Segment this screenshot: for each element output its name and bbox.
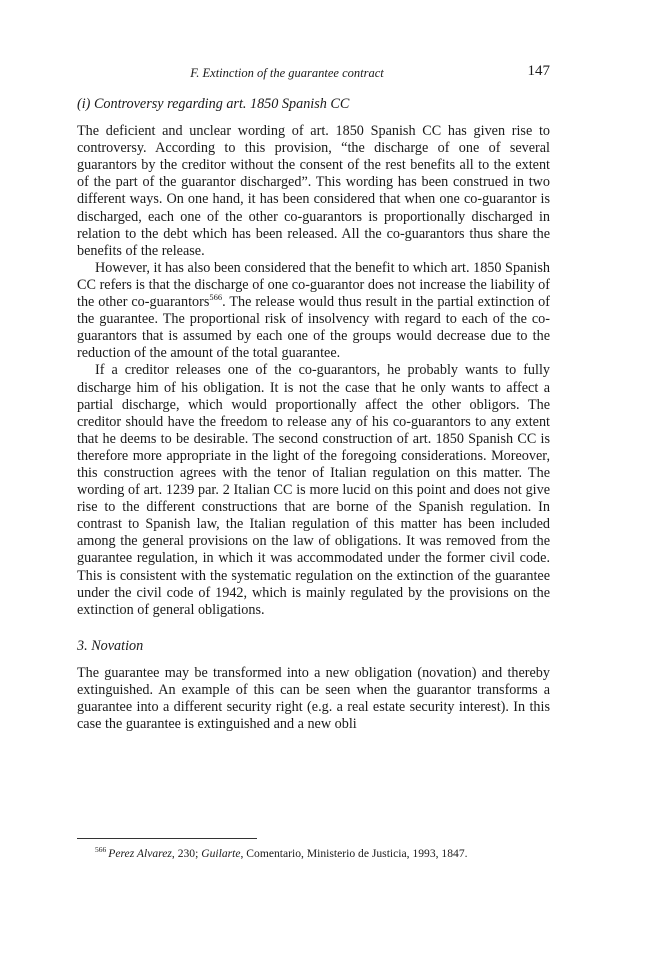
footnote-divider xyxy=(77,838,257,839)
body-text xyxy=(77,96,550,733)
footnote xyxy=(95,847,550,861)
subsection-heading: (i) Controversy regarding art. 1850 Spanish CC xyxy=(77,96,350,112)
running-head-title: F. Extinction of the guarantee contract xyxy=(190,66,384,80)
paragraph-2-text-a: However, it has also been considered that the benefit to which art. 1850 Spanish CC refers is that the discharge of one co-guarantor does not increase the liability of the other co-guarantors xyxy=(77,259,550,311)
footnote-author-1: Perez Alvarez xyxy=(108,847,172,860)
paragraph-2-text-b: . The release would thus result in the partial extinction of the guarantee. The proportional risk of insolvency with regard to each of the co-guarantors that is assumed by each one of the groups would decrease due to the reduction of the amount of the total guarantee. xyxy=(77,294,550,362)
page-number: 147 xyxy=(527,63,550,79)
footnote-author-2: Guilarte xyxy=(201,847,241,860)
section-heading: 3. Novation xyxy=(77,637,144,654)
paragraph-1: The deficient and unclear wording of art. 1850 Spanish CC has given rise to controversy. According to this provision, “the discharge of one of several guarantors by the creditor without the consent of the rest benefits all to the extent of the part of the guarantor discharged”. This wording has been construed in two different ways. On one hand, it has been considered that when one co-guarantor is discharged, each one of the other co-guarantors is proportionally discharged in relation to the debt which has been released. All the co-guarantors thus share the benefits of the release. xyxy=(77,123,550,259)
footnote-number: 566 xyxy=(95,845,107,854)
footnote-reference[interactable]: 566 xyxy=(209,292,223,303)
footnote-text-1: , 230; xyxy=(171,847,202,860)
running-head xyxy=(77,63,550,83)
paragraph-2 xyxy=(77,260,550,363)
paragraph-4: The guarantee may be transformed into a new obligation (novation) and thereby extinguished. An example of this can be seen when the guarantor transforms a guarantee into a different security right (e.g. a real estate security interest). In this case the guarantee is extinguished and a new obli xyxy=(77,664,550,733)
footnote-text-2: , Comentario, Ministerio de Justicia, 1993, 1847. xyxy=(240,847,468,860)
paragraph-3: If a creditor releases one of the co-guarantors, he probably wants to fully discharge him of his obligation. It is not the case that he only wants to affect a partial discharge, which would proportionally affect the other obligors. The creditor should have the freedom to release any of his co-guarantors to any extent that he deems to be desirable. The second construction of art. 1850 Spanish CC is therefore more appropriate in the light of the foregoing considerations. Moreover, this construction agrees with the tenor of Italian regulation on this matter. The wording of art. 1239 par. 2 Italian CC is more lucid on this point and does not give rise to the different constructions that are borne of the Spanish regulation. In contrast to Spanish law, the Italian regulation of this matter has been included among the general provisions on the law of obligations. It was removed from the guarantee regulation, in which it was accommodated under the former civil code. This is consistent with the systematic regulation on the extinction of the guarantee under the civil code of 1942, which is mainly regulated by the provisions on the extinction of general obligations. xyxy=(77,362,550,618)
